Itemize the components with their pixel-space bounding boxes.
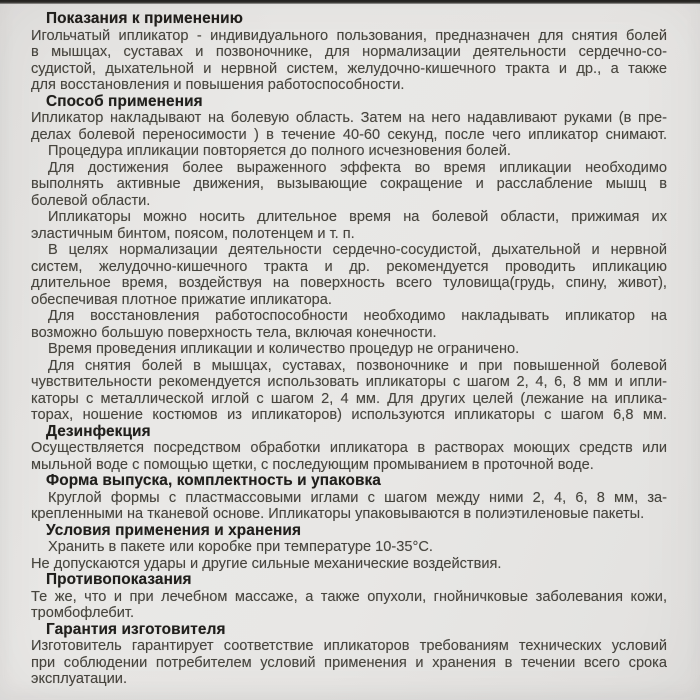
section-heading: Способ применения bbox=[46, 93, 203, 110]
section-heading: Условия применения и хранения bbox=[46, 522, 302, 539]
text-line: возможно большую поверхность тела, включая конечности. bbox=[31, 324, 437, 341]
text-line: судистой, дыхательной и нервной систем, желудочно-кишечного тракта и др., а также bbox=[31, 60, 667, 77]
section-heading: Дезинфекция bbox=[46, 423, 151, 440]
text-line: длительное время, воздействуя на поверхность всего туловища(грудь, спину, живот), bbox=[31, 275, 667, 291]
text-line: Для достижения более выраженного эффекта во время ипликации необходимо bbox=[48, 159, 667, 176]
text-line: чувствительности рекомендуется использовать ипликаторы с шагом 2, 4, 6, 8 мм и ипли- bbox=[31, 374, 667, 390]
text-line: при соблюдении потребителем условий применения и хранения в течении всего срока bbox=[31, 654, 667, 671]
text-line: Процедура ипликации повторяется до полного исчезновения болей. bbox=[48, 143, 511, 159]
text-line: мыльной воде с помощью щетки, с последующим промыванием в проточной воде. bbox=[31, 456, 594, 473]
text-line: для восстановления и повышения работоспособности. bbox=[31, 77, 405, 93]
text-line: В целях нормализации деятельности сердечно-сосудистой, дыхательной и нервной bbox=[48, 242, 667, 258]
text-line: болевой области. bbox=[31, 192, 151, 209]
section-heading: Форма выпуска, комплектность и упаковка bbox=[46, 473, 381, 489]
text-line: Для снятия болей в мышцах, суставах, позвоночнике и при повышенной болевой bbox=[48, 357, 667, 374]
text-line: крепленными на тканевой основе. Ипликаторы упаковываются в полиэтиленовые пакеты. bbox=[31, 506, 645, 522]
text-line: обеспечивая плотное прижатие ипликатора. bbox=[31, 291, 332, 308]
text-line: систем, желудочно-кишечного тракта и др. рекомендуется проводить ипликацию bbox=[31, 258, 667, 275]
text-line: тромбофлебит. bbox=[31, 605, 135, 621]
section-heading: Гарантия изготовителя bbox=[46, 621, 226, 638]
text-line: Игольчатый ипликатор - индивидуального пользования, предназначен для снятия болей bbox=[31, 27, 667, 44]
text-line: делах болевой переносимости ) в течение 40-60 секунд, после чего ипликатор снимают. bbox=[31, 126, 667, 143]
text-line: Для восстановления работоспособности необходимо накладывать ипликатор на bbox=[48, 308, 667, 324]
text-line: Хранить в пакете или коробке при температуре 10-35°С. bbox=[48, 539, 433, 555]
document bbox=[31, 11, 667, 688]
text-line: Осуществляется посредством обработки ипликатора в растворах моющих средств или bbox=[31, 440, 667, 456]
text-line: Круглой формы с пластмассовыми иглами с шагом между ними 2, 4, 6, 8 мм, за- bbox=[48, 489, 667, 506]
section-heading: Противопоказания bbox=[46, 572, 192, 588]
text-line: эластичным бинтом, поясом, полотенцем и т. п. bbox=[31, 225, 355, 242]
text-line: торах, ношение костюмов из ипликаторов) используются ипликаторы с шагом 6,8 мм. bbox=[31, 407, 667, 423]
text-line: выполнять активные движения, вызывающие сокращение и расслабление мышц в bbox=[31, 176, 667, 192]
text-line: эксплуатации. bbox=[31, 671, 127, 687]
text-line: каторы с металлической иглой с шагом 2, 4 мм. Для других целей (лежание на иплика- bbox=[31, 390, 667, 407]
text-line: Ипликаторы можно носить длительное время на болевой области, прижимая их bbox=[48, 209, 667, 225]
text-line: Ипликатор накладывают на болевую область. Затем на него надавливают руками (в пре- bbox=[31, 110, 667, 126]
text-line: Те же, что и при лечебном массаже, а также опухоли, гнойничковые заболевания кожи, bbox=[31, 588, 667, 605]
text-line: Время проведения ипликации и количество процедур не ограничено. bbox=[48, 341, 520, 357]
section-heading: Показания к применению bbox=[46, 11, 243, 27]
text-line: Не допускаются удары и другие сильные механические воздействия. bbox=[31, 555, 502, 572]
text-line: Изготовитель гарантирует соответствие ипликаторов требованиям технических условий bbox=[31, 638, 667, 654]
page-top-edge-bar bbox=[0, 0, 700, 4]
text-line: в мышцах, суставах и позвоночнике, для нормализации деятельности сердечно-со- bbox=[31, 44, 667, 60]
